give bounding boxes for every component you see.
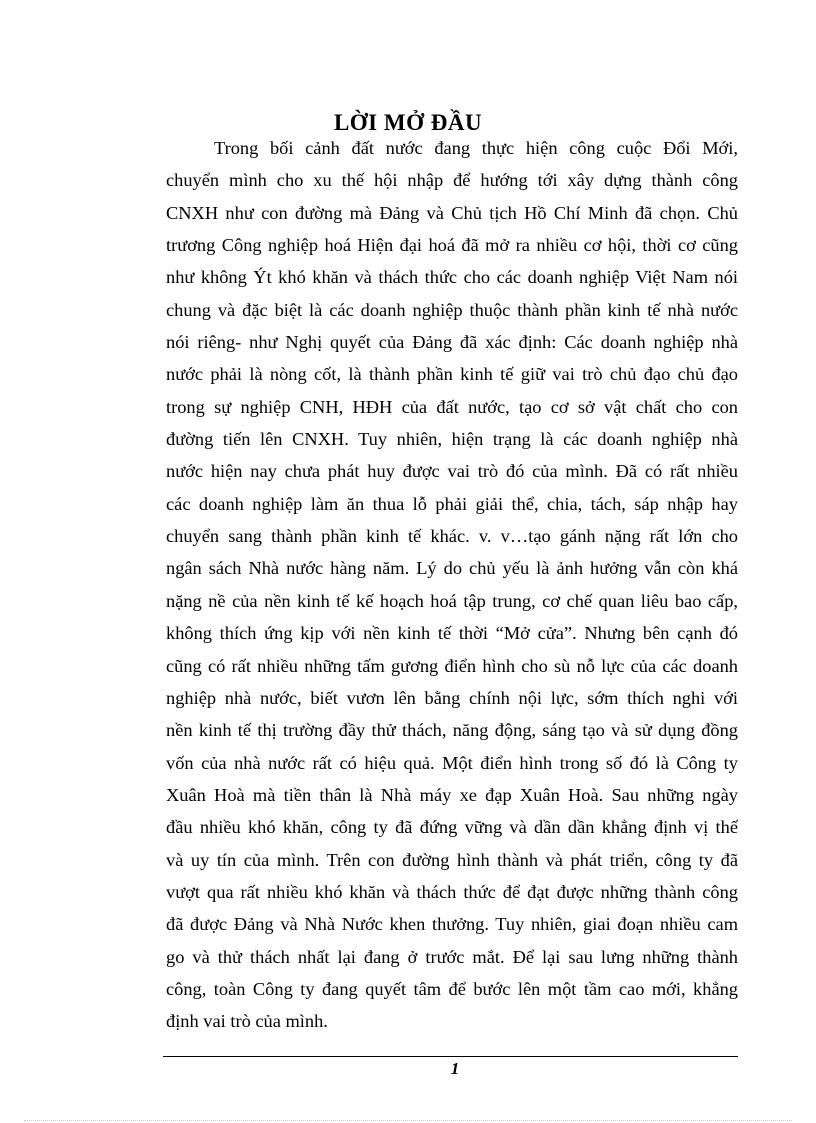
paragraph-line: không thích ứng kịp với nền kinh tế thời “Mở cửa”. Nhưng bên cạnh đó bbox=[166, 623, 738, 644]
paragraph-line: Xuân Hoà mà tiền thân là Nhà máy xe đạp Xuân Hoà. Sau những ngày bbox=[166, 784, 738, 805]
paragraph-line: nước phải là nòng cốt, là thành phần kinh tế giữ vai trò chủ đạo chủ đạo bbox=[166, 364, 738, 385]
paragraph-line: cũng có rất nhiều những tấm gương điển hình cho sù nỗ lực của các doanh bbox=[166, 655, 738, 676]
paragraph-line: ngân sách Nhà nước hàng năm. Lý do chủ yếu là ảnh hưởng vẫn còn khá bbox=[166, 558, 738, 579]
paragraph-line: chuyển sang thành phần kinh tế khác. v. v…tạo gánh nặng rất lớn cho bbox=[166, 526, 738, 547]
paragraph-line: vốn của nhà nước rất có hiệu quả. Một điển hình trong số đó là Công ty bbox=[166, 752, 738, 773]
paragraph-line: nước hiện nay chưa phát huy được vai trò đó của mình. Đã có rất nhiều bbox=[166, 461, 738, 482]
paragraph-line: đầu nhiều khó khăn, công ty đã đứng vững và dần dần khẳng định vị thế bbox=[166, 817, 738, 838]
paragraph-line: nặng nề của nền kinh tế kế hoạch hoá tập trung, cơ chế quan liêu bao cấp, bbox=[166, 590, 738, 611]
paragraph-line: trương Công nghiệp hoá Hiện đại hoá đã mở ra nhiều cơ hội, thời cơ cũng bbox=[166, 235, 738, 256]
paragraph-line: CNXH như con đường mà Đảng và Chủ tịch Hồ Chí Minh đã chọn. Chủ bbox=[166, 202, 738, 223]
paragraph-line: như không Ýt khó khăn và thách thức cho các doanh nghiệp Việt Nam nói bbox=[166, 267, 738, 288]
paragraph-line: nói riêng- như Nghị quyết của Đảng đã xác định: Các doanh nghiệp nhà bbox=[166, 332, 738, 353]
footer-divider bbox=[163, 1056, 738, 1057]
paragraph-line: chuyển mình cho xu thế hội nhập để hướng tới xây dựng thành công bbox=[166, 170, 738, 191]
paragraph-line: nghiệp nhà nước, biết vươn lên bằng chính nội lực, sớm thích nghi với bbox=[166, 687, 738, 708]
page-number: 1 bbox=[450, 1059, 460, 1078]
paragraph-line: chung và đặc biệt là các doanh nghiệp thuộc thành phần kinh tế nhà nước bbox=[166, 299, 738, 320]
paragraph-line: nền kinh tế thị trường đầy thử thách, năng động, sáng tạo và sử dụng đồng bbox=[166, 720, 738, 741]
paragraph-line: đã được Đảng và Nhà Nước khen thưởng. Tuy nhiên, giai đoạn nhiều cam bbox=[166, 914, 738, 935]
paragraph-line: đường tiến lên CNXH. Tuy nhiên, hiện trạng là các doanh nghiệp nhà bbox=[166, 429, 738, 450]
paragraph-line: định vai trò của mình. bbox=[166, 1011, 328, 1032]
intro-paragraph bbox=[166, 132, 738, 1038]
paragraph-line: go và thử thách nhất lại đang ở trước mắt. Để lại sau lưng những thành bbox=[166, 946, 738, 967]
paragraph-line: và uy tín của mình. Trên con đường hình thành và phát triển, công ty đã bbox=[166, 849, 738, 870]
page-bottom-border bbox=[24, 1120, 792, 1121]
paragraph-line: vượt qua rất nhiều khó khăn và thách thức để đạt được những thành công bbox=[166, 881, 738, 902]
paragraph-line: các doanh nghiệp làm ăn thua lỗ phải giải thể, chia, tách, sáp nhập hay bbox=[166, 493, 738, 514]
paragraph-line: công, toàn Công ty đang quyết tâm để bước lên một tầm cao mới, khẳng bbox=[166, 978, 738, 999]
paragraph-line: trong sự nghiệp CNH, HĐH của đất nước, tạo cơ sở vật chất cho con bbox=[166, 396, 738, 417]
paragraph-line: Trong bối cảnh đất nước đang thực hiện công cuộc Đổi Mới, bbox=[214, 138, 738, 158]
page-title: LỜI MỞ ĐẦU bbox=[333, 110, 483, 136]
